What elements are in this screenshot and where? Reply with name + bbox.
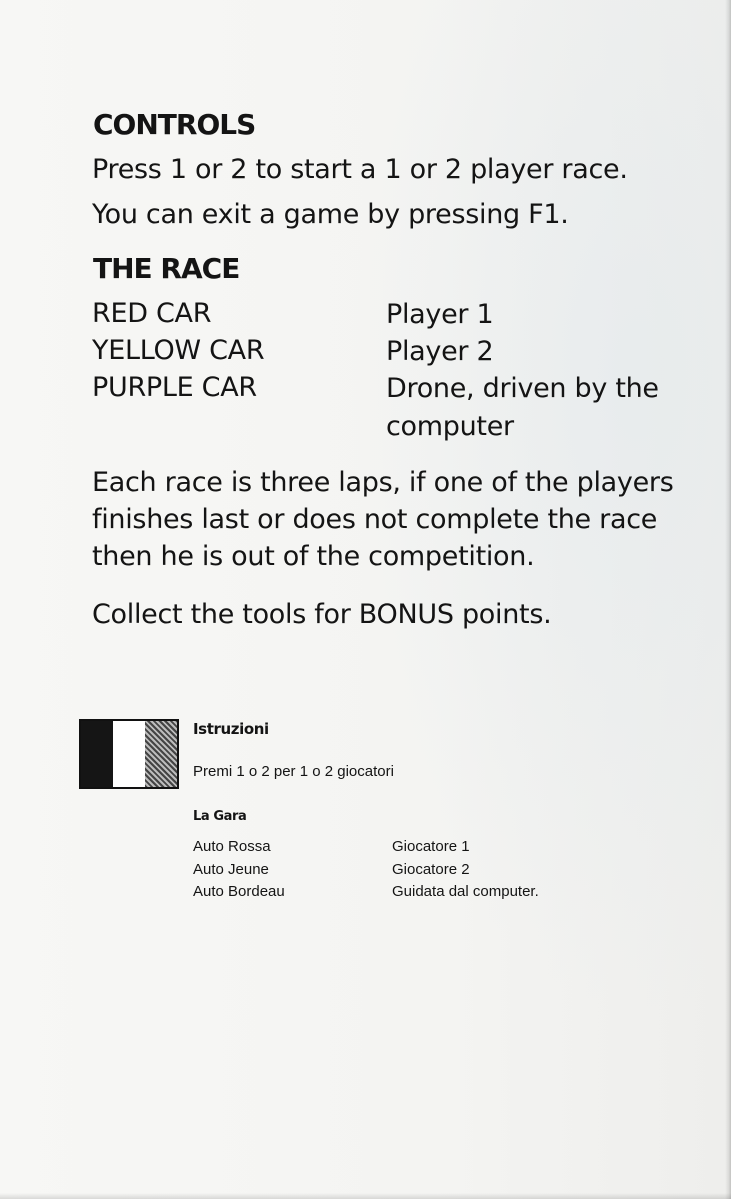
italian-car-2: Auto Jeune xyxy=(193,861,269,878)
page-edge-shadow-bottom xyxy=(0,1193,731,1199)
race-rule-line-2: finishes last or does not complete the race xyxy=(92,504,658,535)
bonus-line: Collect the tools for BONUS points. xyxy=(92,599,552,630)
race-car-yellow: YELLOW CAR xyxy=(92,335,265,366)
race-rule-line-3: then he is out of the competition. xyxy=(92,541,535,572)
controls-heading: CONTROLS xyxy=(93,108,256,141)
race-heading: THE RACE xyxy=(93,252,240,285)
race-rule-line-1: Each race is three laps, if one of the players xyxy=(92,467,674,498)
race-role-player-2: Player 2 xyxy=(386,336,494,367)
race-role-player-1: Player 1 xyxy=(386,299,494,330)
race-role-drone-cont: computer xyxy=(386,411,514,442)
page-edge-shadow-right xyxy=(725,0,731,1199)
race-car-purple: PURPLE CAR xyxy=(92,372,257,403)
italian-role-1: Giocatore 1 xyxy=(392,838,470,855)
italian-role-2: Giocatore 2 xyxy=(392,861,470,878)
italian-role-3: Guidata dal computer. xyxy=(392,883,539,900)
italian-instruction: Premi 1 o 2 per 1 o 2 giocatori xyxy=(193,763,394,780)
italian-race-heading: La Gara xyxy=(193,809,247,824)
controls-line-1: Press 1 or 2 to start a 1 or 2 player race. xyxy=(92,154,628,185)
italian-heading: Istruzioni xyxy=(193,720,269,738)
italian-car-1: Auto Rossa xyxy=(193,838,271,855)
controls-line-2: You can exit a game by pressing F1. xyxy=(92,199,569,230)
italian-car-3: Auto Bordeau xyxy=(193,883,285,900)
italian-flag-icon xyxy=(79,719,179,789)
race-role-drone: Drone, driven by the xyxy=(386,373,659,404)
race-car-red: RED CAR xyxy=(92,298,212,329)
